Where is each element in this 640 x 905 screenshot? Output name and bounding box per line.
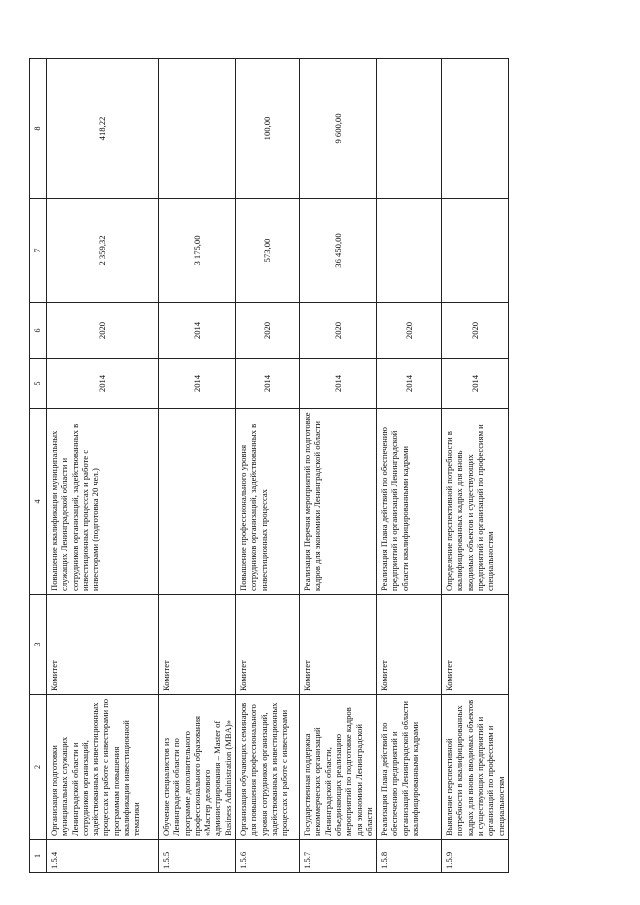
executor-cell: Комитет [236, 595, 300, 695]
executor-cell: Комитет [47, 595, 159, 695]
row-number: 1.5.9 [442, 840, 509, 873]
program-activities-table [29, 58, 509, 873]
total-amount-cell: 36 450,00 [300, 199, 377, 303]
amount-col8-cell [377, 59, 442, 199]
column-header: 4 [30, 409, 47, 595]
executor-cell: Комитет [300, 595, 377, 695]
row-number: 1.5.4 [47, 840, 159, 873]
table-row [300, 59, 377, 873]
start-year-cell: 2014 [377, 359, 442, 409]
end-year-cell: 2020 [377, 303, 442, 359]
table-row [442, 59, 509, 873]
rotated-table-page [29, 59, 506, 873]
table-row [159, 59, 236, 873]
column-number-header-row [30, 59, 47, 873]
column-header: 2 [30, 695, 47, 840]
activity-cell: Обучение специалистов из Ленинградской области по программе дополнительного профессионального образования «Мастер делового администрирования – Master of Business Administration (MBA)» [159, 695, 236, 840]
result-cell: Реализация Плана действий по обеспечению предприятий и организаций Ленинградской области квалифицированными кадрами [377, 409, 442, 595]
column-header: 8 [30, 59, 47, 199]
row-number: 1.5.6 [236, 840, 300, 873]
executor-cell: Комитет [442, 595, 509, 695]
table-row [236, 59, 300, 873]
end-year-cell: 2020 [300, 303, 377, 359]
activity-cell: Государственная поддержка некоммерческих организаций Ленинградской области, объединяющих реализацию мероприятий по подготовке кадров для экономики Ленинградской области [300, 695, 377, 840]
end-year-cell: 2014 [159, 303, 236, 359]
executor-cell: Комитет [377, 595, 442, 695]
end-year-cell: 2020 [442, 303, 509, 359]
result-cell: Реализация Перечня мероприятий по подготовке кадров для экономики Ленинградской области [300, 409, 377, 595]
start-year-cell: 2014 [236, 359, 300, 409]
start-year-cell: 2014 [442, 359, 509, 409]
end-year-cell: 2020 [236, 303, 300, 359]
total-amount-cell: 3 175,00 [159, 199, 236, 303]
table-row [47, 59, 159, 873]
amount-col8-cell: 418,22 [47, 59, 159, 199]
amount-col8-cell [159, 59, 236, 199]
row-number: 1.5.8 [377, 840, 442, 873]
result-cell: Повышение квалификации муниципальных служащих Ленинградской области и сотрудников организаций, задействованных в инвестиционных процессах и работе с инвесторами (подготовка 20 чел.) [47, 409, 159, 595]
activity-cell: Реализация Плана действий по обеспечению предприятий и организаций Ленинградской области квалифицированными кадрами [377, 695, 442, 840]
executor-cell: Комитет [159, 595, 236, 695]
total-amount-cell: 2 359,32 [47, 199, 159, 303]
column-header: 1 [30, 840, 47, 873]
activity-cell: Организация обучающих семинаров для повышения профессионального уровня сотрудников организаций, задействованных в инвестиционных процессах и работе с инвесторами [236, 695, 300, 840]
column-header: 3 [30, 595, 47, 695]
start-year-cell: 2014 [47, 359, 159, 409]
amount-col8-cell: 100,00 [236, 59, 300, 199]
total-amount-cell [377, 199, 442, 303]
amount-col8-cell: 9 600,00 [300, 59, 377, 199]
result-cell [159, 409, 236, 595]
start-year-cell: 2014 [300, 359, 377, 409]
result-cell: Определение перспективной потребности в квалифицированных кадрах для вновь вводимых объектов и существующих предприятий и организаций по профессиям и специальностям [442, 409, 509, 595]
total-amount-cell: 573,00 [236, 199, 300, 303]
start-year-cell: 2014 [159, 359, 236, 409]
row-number: 1.5.7 [300, 840, 377, 873]
total-amount-cell [442, 199, 509, 303]
column-header: 7 [30, 199, 47, 303]
end-year-cell: 2020 [47, 303, 159, 359]
column-header: 5 [30, 359, 47, 409]
column-header: 6 [30, 303, 47, 359]
amount-col8-cell [442, 59, 509, 199]
result-cell: Повышение профессионального уровня сотрудников организаций, задействованных в инвестиционных процессах [236, 409, 300, 595]
table-row [377, 59, 442, 873]
row-number: 1.5.5 [159, 840, 236, 873]
activity-cell: Организация подготовки муниципальных служащих Ленинградской области и сотрудников организаций, задействованных в инвестиционных процессах и работе с инвесторами по программам повышения квалификации инвестиционной тематики [47, 695, 159, 840]
activity-cell: Выявление перспективной потребности в квалифицированных кадрах для вновь вводимых объектов и существующих предприятий и организаций по профессиям и специальностям [442, 695, 509, 840]
